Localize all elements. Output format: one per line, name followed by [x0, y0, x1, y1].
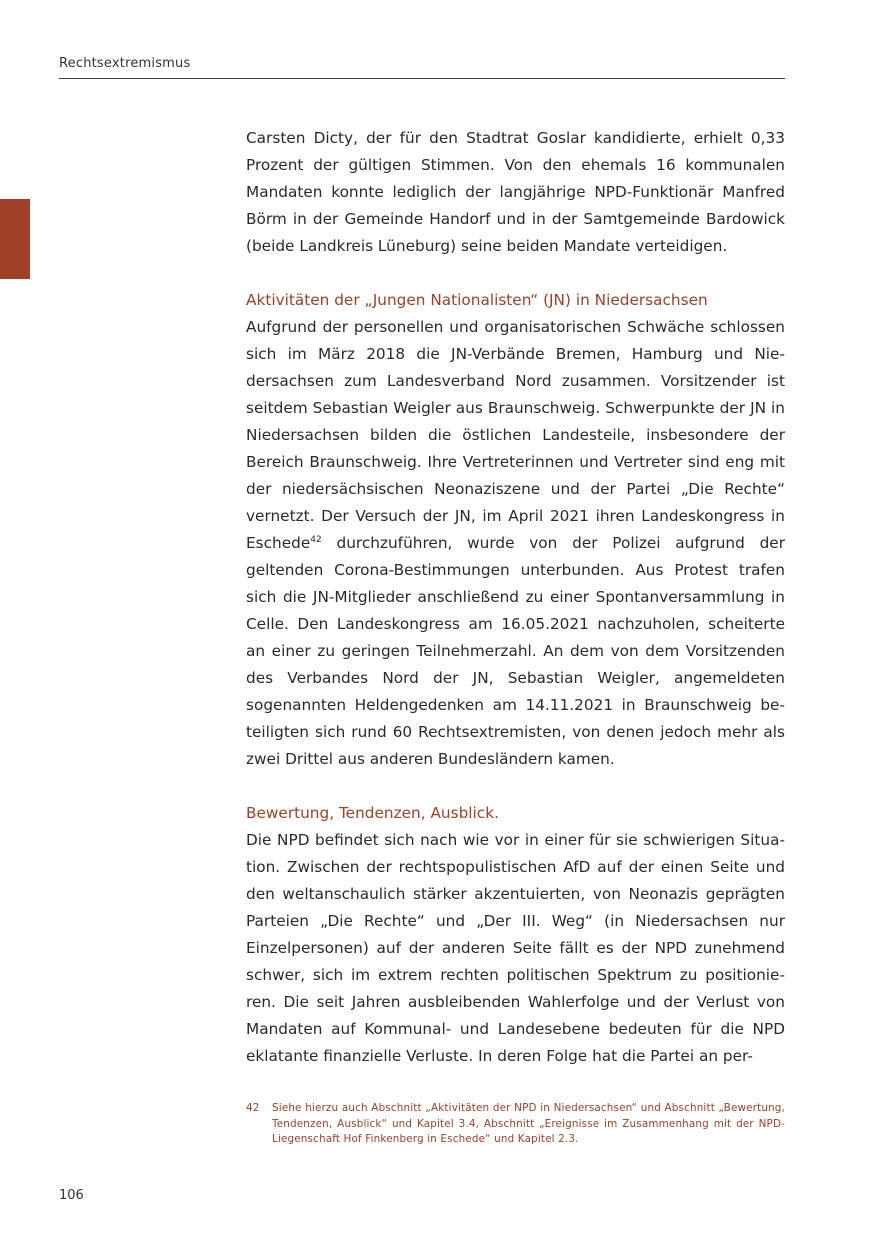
paragraph-gap: [246, 773, 785, 800]
paragraph-jn-part1: Aufgrund der personellen und organisatorischen Schwäche schlossen sich im März 2018 die JN-Verbände Bremen, Hamburg und Niedersachsen zum Landesverband Nord zusammen. Vorsitzender ist seitdem Sebastian Weigler aus Braunschweig. Schwerpunkte der JN in Niedersachsen bilden die östlichen Landesteile, insbesondere der Bereich Braunschweig. Ihre Vertreterinnen und Vertreter sind eng mit der niedersächsischen Neonaziszene und der Partei „Die Rechte“ vernetzt. Der Versuch der JN, im April 2021 ihren Landeskongress in Eschede: [246, 318, 785, 552]
section-heading-assessment: Bewertung, Tendenzen, Ausblick.: [246, 804, 499, 822]
paragraph-assessment: Die NPD befindet sich nach wie vor in einer für sie schwierigen Situation. Zwischen der rechtspopulistischen AfD auf der einen Seite und den weltanschaulich stärker akzentuierten, von Neonazis geprägten Parteien „Die Rechte“ und „Der III. Weg“ (in Niedersachsen nur Einzelpersonen) auf der anderen Seite fällt es der NPD zunehmend schwer, sich im extrem rechten politischen Spektrum zu positionieren. Die seit Jahren ausbleibenden Wahlerfolge und der Verlust von Mandaten auf Kommunal- und Landesebene bedeuten für die NPD eklatante finanzielle Verluste. In deren Folge hat die Partei an per-: [246, 831, 785, 1065]
paragraph-jn-part2: durchzuführen, wurde von der Polizei aufgrund der geltenden Corona-Bestimmungen unterbunden. Aus Protest trafen sich die JN-Mitglieder anschließend zu einer Spontanversammlung in Celle. Den Landeskongress am 16.05.2021 nachzuholen, scheiterte an einer zu geringen Teilnehmerzahl. An dem von dem Vorsitzenden des Verbandes Nord der JN, Sebastian Weigler, angemeldeten sogenannten Heldengedenken am 14.11.2021 in Braunschweig beteiligten sich rund 60 Rechtsextremisten, von denen jedoch mehr als zwei Drittel aus anderen Bundesländern kamen.: [246, 534, 785, 768]
section-heading-jn-activities: Aktivitäten der „Jungen Nationalisten“ (JN) in Niedersachsen: [246, 291, 708, 309]
paragraph-election-results: Carsten Dicty, der für den Stadtrat Goslar kandidierte, erhielt 0,33 Prozent der gültigen Stimmen. Von den ehemals 16 kommunalen Mandaten konnte lediglich der langjährige NPD-Funktionär Manfred Börm in der Gemeinde Handorf und in der Samtgemeinde Bardowick (beide Landkreis Lüneburg) seine beiden Mandate verteidigen.: [246, 129, 785, 255]
footnote: [246, 1101, 785, 1148]
page-number: 106: [59, 1188, 84, 1203]
paragraph-gap: [246, 260, 785, 287]
footnote-reference[interactable]: 42: [310, 535, 322, 545]
footnote-text: Siehe hierzu auch Abschnitt „Aktivitäten der NPD in Niedersachsen“ und Abschnitt „Bewertung, Tendenzen, Ausblick“ und Kapitel 3.4, Abschnitt „Ereignisse im Zusammenhang mit der NPD-Liegenschaft Hof Finkenberg in Eschede“ und Kapitel 2.3.: [272, 1102, 785, 1145]
main-content: [246, 125, 785, 1070]
footnote-number: 42: [246, 1102, 260, 1114]
header-rule: [59, 78, 785, 79]
chapter-tab-marker: [0, 199, 30, 279]
paragraph-jn-activities: [246, 314, 785, 773]
running-header: Rechtsextremismus: [59, 56, 191, 71]
